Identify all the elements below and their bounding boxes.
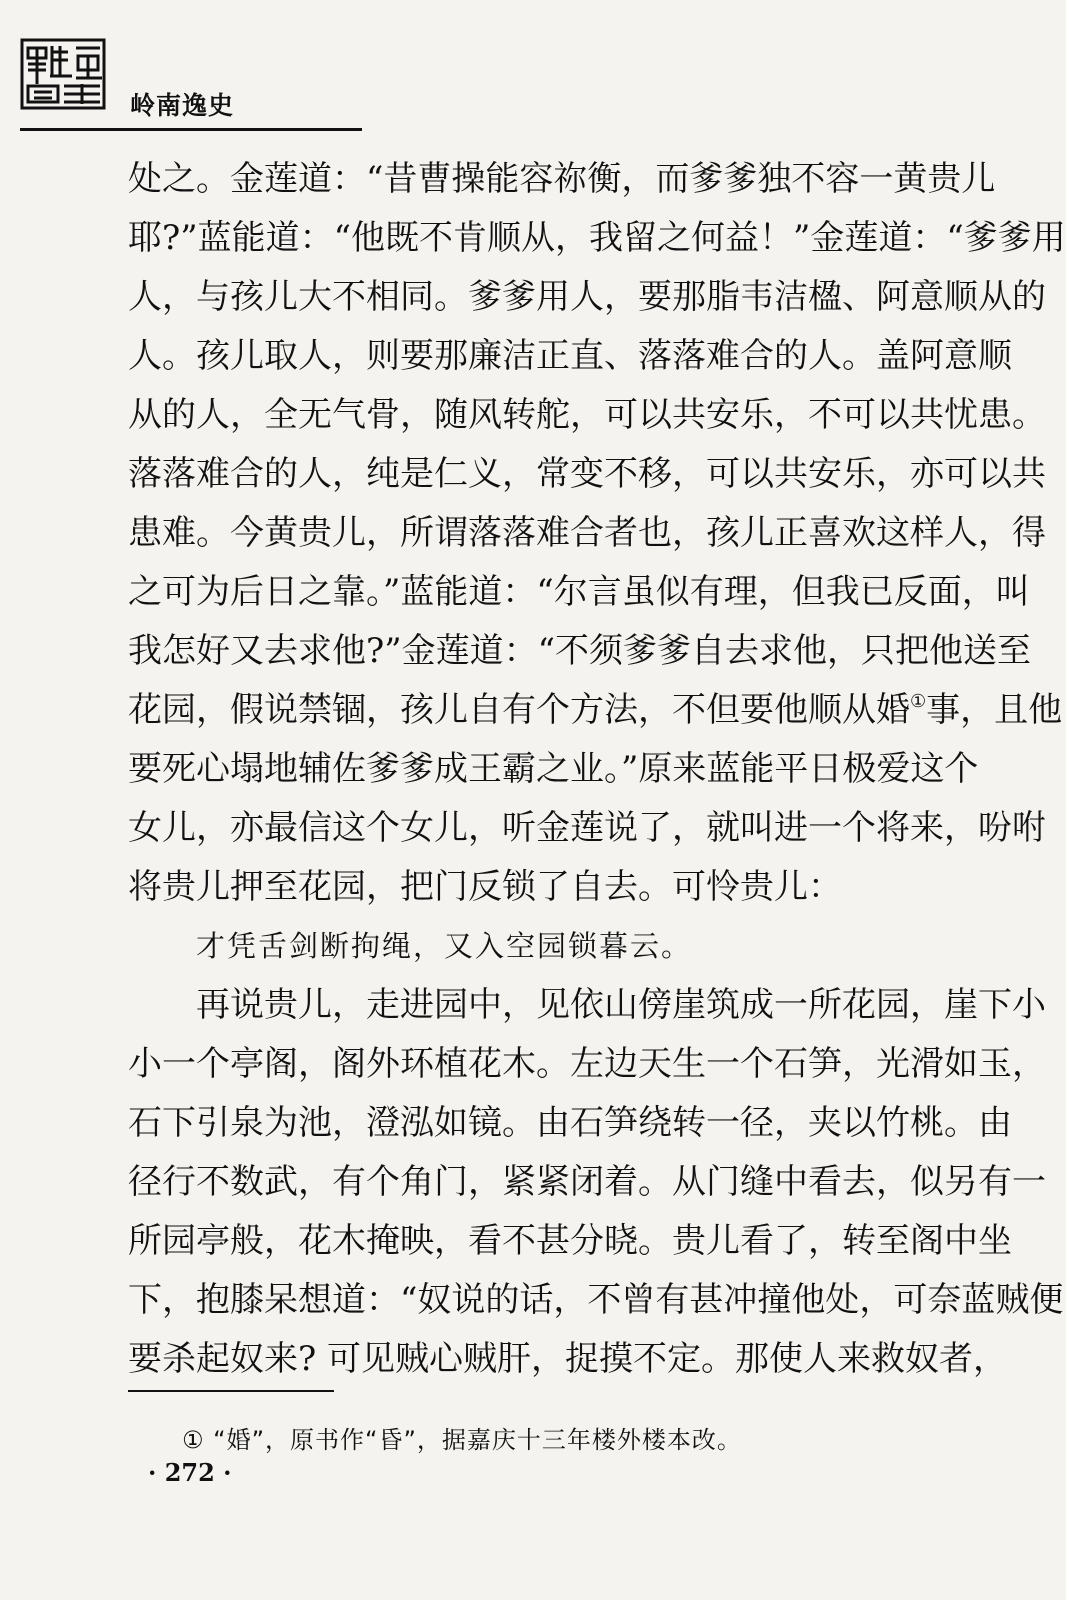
text-line: 人。孩儿取人，则要那廉洁正直、落落难合的人。盖阿意顺 [128, 336, 1012, 376]
header-rule [20, 128, 362, 131]
text-line: 患难。今黄贵儿，所谓落落难合者也，孩儿正喜欢这样人，得 [128, 513, 1046, 553]
text-line: 下，抱膝呆想道：“奴说的话，不曾有甚冲撞他处，可奈蓝贼便 [128, 1280, 1064, 1320]
text-line-with-footnote [128, 681, 1063, 740]
text-line: 小一个亭阁，阁外环植花木。左边天生一个石笋，光滑如玉， [128, 1044, 1046, 1084]
text-line: 落落难合的人，纯是仁义，常变不移，可以共安乐，亦可以共 [128, 454, 1046, 494]
text-line: 人，与孩儿大不相同。爹爹用人，要那脂韦洁楹、阿意顺从的 [128, 277, 1046, 317]
text-line: 将贵儿押至花园，把门反锁了自去。可怜贵儿： [128, 867, 842, 907]
text-line: 之可为后日之靠。”蓝能道：“尔言虽似有理，但我已反面，叫 [128, 572, 1030, 612]
text-line: 从的人，全无气骨，随风转舵，可以共安乐，不可以共忧患。 [128, 395, 1046, 435]
text-line: 径行不数武，有个角门，紧紧闭着。从门缝中看去，似另有一 [128, 1162, 1046, 1202]
text-line: 处之。金莲道：“昔曹操能容祢衡，而爹爹独不容一黄贵儿 [128, 159, 996, 199]
text-line: 我怎好又去求他?”金莲道：“不须爹爹自去求他，只把他送至 [128, 631, 1031, 671]
book-title: 岭南逸史 [130, 91, 235, 120]
seal-logo [20, 38, 106, 110]
text-line: 要死心塌地辅佐爹爹成王霸之业。”原来蓝能平日极爱这个 [128, 749, 979, 789]
paragraph-first-line: 再说贵儿，走进园中，见依山傍崖筑成一所花园，崖下小 [196, 985, 1046, 1025]
verse-line: 才凭舌剑断拘绳，又入空园锁暮云。 [196, 929, 693, 963]
text-line: 耶?”蓝能道：“他既不肯顺从，我留之何益！”金莲道：“爹爹用 [128, 218, 1066, 258]
text-segment: 花园，假说禁锢，孩儿自有个方法，不但要他顺从婚 [128, 690, 910, 730]
text-line: 女儿，亦最信这个女儿，听金莲说了，就叫进一个将来，吩咐 [128, 808, 1046, 848]
text-segment: 事，且他 [926, 690, 1063, 730]
footnote-marker: ① [910, 691, 927, 712]
text-line: 要杀起奴来? 可见贼心贼肝，捉摸不定。那使人来救奴者， [128, 1339, 1008, 1379]
footnote: ① “婚”，原书作“昏”，据嘉庆十三年楼外楼本改。 [182, 1426, 742, 1454]
page-number: · 272 · [148, 1458, 232, 1487]
text-line: 石下引泉为池，澄泓如镜。由石笋绕转一径，夹以竹桃。由 [128, 1103, 1012, 1143]
text-line: 所园亭般，花木掩映，看不甚分晓。贵儿看了，转至阁中坐 [128, 1221, 1012, 1261]
footnote-rule [128, 1390, 334, 1392]
body-text [128, 150, 1066, 1389]
